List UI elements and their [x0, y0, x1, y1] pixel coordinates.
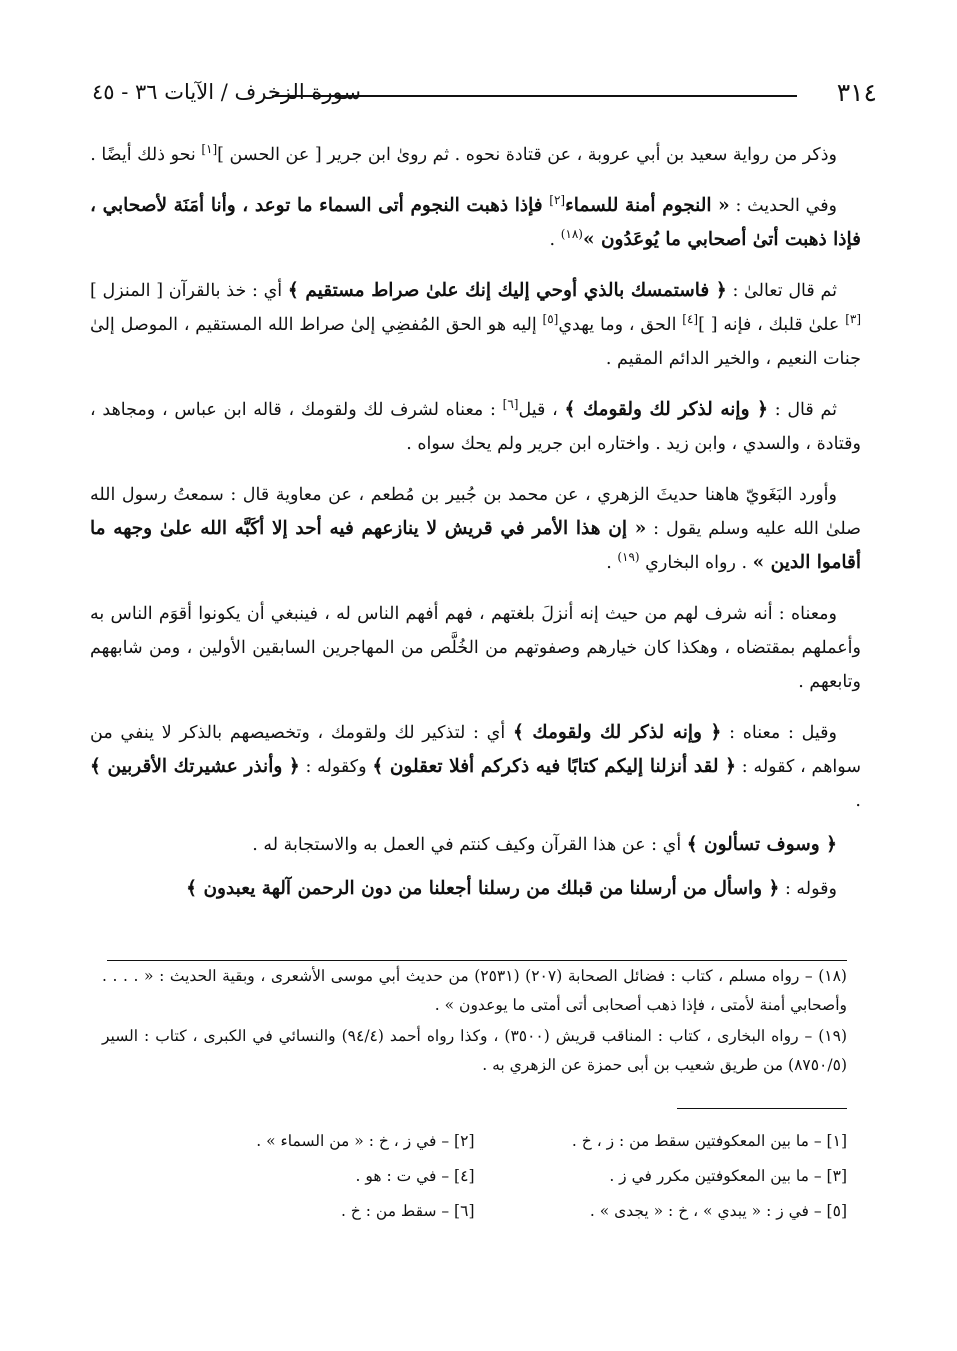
footnote-divider	[107, 960, 847, 961]
text-run: ، قيل	[518, 400, 565, 420]
manuscript-note: [٢] – في ز ، خ : « من السماء » .	[256, 1132, 475, 1150]
quoted-text: ﴿ فاستمسك بالذي أوحي إليك إنك علىٰ صراط مستقيم ﴾	[287, 280, 727, 301]
text-run: وذكر من رواية سعيد بن أبي عروبة ، عن قتادة نحوه . ثم روىٰ ابن جرير [ عن الحسن ]	[217, 145, 837, 165]
text-run: .	[549, 230, 561, 250]
paragraph	[90, 828, 861, 862]
paragraph	[90, 716, 861, 818]
text-run: .	[606, 553, 618, 573]
quoted-text: ﴿ واسأل من أرسلنا من قبلك من رسلنا أجعلنا من دون الرحمن آلهة يعبدون ﴾	[186, 878, 780, 899]
paragraph	[90, 138, 861, 172]
text-run: أي : عن هذا القرآن وكيف كنتم في العمل به والاستجابة له .	[252, 835, 687, 855]
hadith-footnotes	[102, 962, 847, 1082]
quoted-text: ﴿ وأنذر عشيرتك الأقربين ﴾	[90, 756, 300, 777]
main-text	[90, 138, 861, 916]
quoted-text: « النجوم أمنة للسماء	[565, 195, 730, 216]
text-run: وأورد البَغَويّ هاهنا حديثَ الزهري ، عن محمد بن جُبير بن مُطعم ، عن معاوية قال : سمعتُ رسول الله صلىٰ الله عليه وسلم يقول :	[90, 485, 861, 539]
notes-row	[102, 1124, 847, 1159]
page-header	[92, 78, 877, 118]
manuscript-note: [١] – ما بين المعكوفتين سقط من : ز ، خ .	[571, 1132, 847, 1150]
quoted-text: « إن هذا الأمر في قريش لا ينازعهم فيه أحد إلا أكَبَّه الله علىٰ وجهه ما أقاموا الدين »	[90, 518, 861, 573]
text-run: ثم قال :	[767, 400, 838, 420]
reference-marker: (١٩)	[617, 550, 640, 565]
footnote: (١٨) – رواه مسلم ، كتاب : فضائل الصحابة (٢٠٧) (٢٥٣١) من حديث أبي موسى الأشعرى ، وبقية الحديث : « . . . . وأصحابي أمنة لأمتى ، فإذا ذهب أصحابى أتى أمتى ما يوعدون » .	[102, 967, 847, 1014]
quoted-text: فإذا ذهبت النجوم أتى السماء ما توعد ، وأنا أمَنَة لأصحابي ، فإذا ذهبت أتىٰ أصحابي ما يُوعَدُون »	[90, 195, 861, 250]
text-run: إليه هو الحق المُفضِي إلىٰ صراط الله المستقيم ، الموصل إلىٰ جنات النعيم ، والخير الدائم المقيم .	[90, 315, 861, 369]
notes-row	[102, 1159, 847, 1194]
paragraph	[90, 872, 861, 906]
text-run: نحو ذلك أيضًا .	[90, 145, 202, 165]
quoted-text: ﴿ لقد أنزلنا إليكم كتابًا فيه ذكركم أفلا تعقلون ﴾	[372, 756, 737, 777]
paragraph	[90, 478, 861, 580]
text-run: أي : لتذكير لك ولقومك ، وتخصيصهم بالذكر لا ينفي من سواهم ، كقوله :	[90, 723, 861, 777]
text-run: علىٰ قلبك ، فإنه [ ]	[698, 315, 846, 335]
text-run: ومعناه : أنه شرف لهم من حيث إنه أنزلَ بلغتهم ، فهم أفهم الناس له ، فينبغي أن يكونوا أقوَم الناس به وأعملهم بمقتضاه ، وهكذا كان خيارهم وصفوتهم من الخُلَّص من المهاجرين السابقين الأولين ، ومن شابههم وتابعهم .	[90, 604, 861, 692]
paragraph	[90, 274, 861, 376]
quoted-text: ﴿ وإنه لذكر لك ولقومك ﴾	[512, 722, 722, 743]
reference-marker: [٢]	[549, 193, 566, 208]
reference-marker: [٥]	[542, 312, 559, 327]
reference-marker: (١٨)	[560, 227, 583, 242]
footnote: (١٩) – رواه البخارى ، كتاب : المناقب قريش (٣٥٠٠) ، وكذا رواه أحمد (٩٤/٤) والنسائي في الكبرى ، كتاب : السير (٨٧٥٠/٥) من طريق شعيب بن أبى حمزة عن الزهري به .	[102, 1027, 847, 1074]
text-run: .	[855, 791, 861, 811]
manuscript-note: [٤] – في ت : هو .	[355, 1167, 475, 1185]
running-title: سورة الزخرف / الآيات ٣٦ - ٤٥	[92, 80, 361, 104]
quoted-text: ﴿ وسوف تسألون ﴾	[686, 834, 837, 855]
manuscript-note: [٣] – ما بين المعكوفتين مكرر في ز .	[609, 1167, 847, 1185]
text-run: الحق ، وما يهدي	[558, 315, 683, 335]
text-run: . رواه البخاري	[639, 553, 753, 573]
text-run: وقوله :	[779, 879, 837, 899]
reference-marker: [٤]	[682, 312, 699, 327]
text-run: : معناه لشرف لك ولقومك ، قاله ابن عباس ، ومجاهد ، وقتادة ، والسدي ، وابن زيد . واختاره ابن جرير ولم يحك سواه .	[90, 400, 861, 454]
text-run: ثم قال تعالىٰ :	[726, 281, 837, 301]
quoted-text: ﴿ وإنه لذكر لك ولقومك ﴾	[564, 399, 768, 420]
text-run: وكقوله :	[299, 757, 373, 777]
manuscript-note: [٥] – في ز : « يبدي » ، خ : « يجدى » .	[589, 1202, 847, 1220]
reference-marker: [١]	[201, 142, 218, 157]
paragraph	[90, 189, 861, 257]
text-run: وقيل : معناه :	[721, 723, 837, 743]
text-run: وفي الحديث :	[729, 196, 838, 216]
reference-marker: [٣]	[845, 312, 862, 327]
manuscript-note: [٦] – سقط من : خ .	[340, 1202, 475, 1220]
reference-marker: [٦]	[502, 397, 519, 412]
text-run: أي : خذ بالقرآن [ المنزل ]	[90, 281, 288, 301]
paragraph	[90, 597, 861, 699]
manuscript-notes	[102, 1124, 847, 1229]
paragraph	[90, 393, 861, 461]
notes-divider	[677, 1108, 847, 1109]
page-number: ٣١٤	[836, 78, 877, 107]
notes-row	[102, 1194, 847, 1229]
